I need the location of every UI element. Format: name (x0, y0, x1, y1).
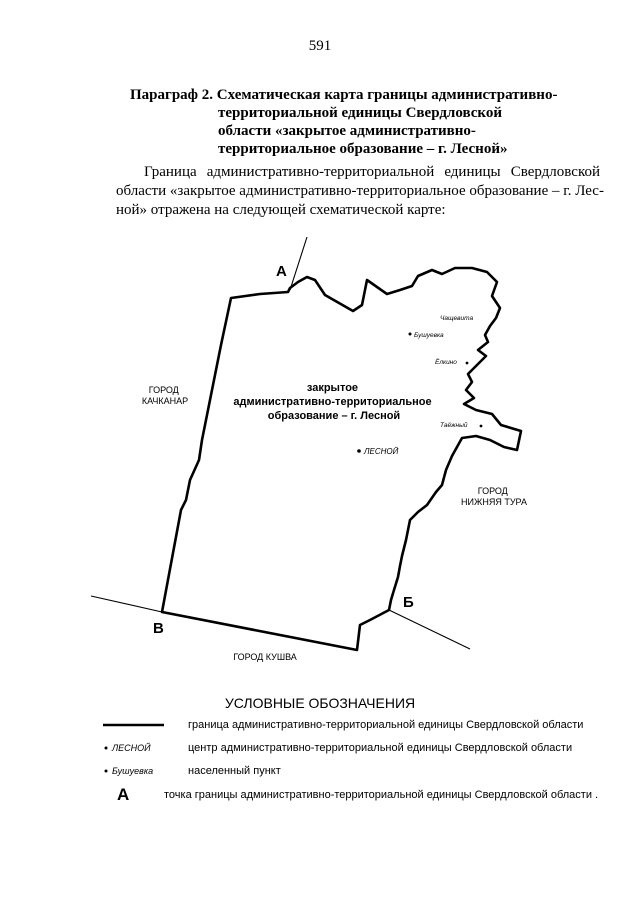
neighbor-kachkanar-line-1: ГОРОД (148, 385, 179, 395)
intro-line-1: Граница административно-территориальной единицы Свердловской (144, 164, 600, 180)
point-label-a: А (276, 263, 287, 280)
settlement-bushuevka: Бушуевка (414, 332, 444, 339)
heading-line-1: Параграф 2. Схематическая карта границы административно- (130, 87, 558, 103)
neighbor-nizhnyaya-tura-line-2: НИЖНЯЯ ТУРА (461, 497, 527, 507)
neighbor-nizhnyaya-tura (461, 486, 527, 507)
legend-center-dot (105, 747, 108, 750)
taezhny-marker (480, 425, 483, 428)
bushuevka-marker (409, 333, 412, 336)
neighbor-nizhnyaya-tura-line-1: ГОРОД (477, 486, 508, 496)
settlement-lesnoy: ЛЕСНОЙ (364, 447, 399, 456)
legend-settlement-dot (105, 770, 108, 773)
settlement-chashchevita: Чащевита (440, 315, 474, 322)
legend-center-text: центр административно-территориальной единицы Свердловской области (188, 742, 573, 754)
territory-label-line-3: образование – г. Лесной (267, 410, 401, 422)
neighbor-kachkanar (142, 385, 188, 406)
lesnoy-center-marker (357, 449, 361, 453)
boundary-extension-b-east (389, 610, 470, 649)
legend-title: УСЛОВНЫЕ ОБОЗНАЧЕНИЯ (224, 695, 416, 711)
point-label-b: Б (403, 594, 414, 611)
legend-center-symbol: ЛЕСНОЙ (112, 743, 151, 753)
neighbor-kachkanar-line-2: КАЧКАНАР (141, 396, 189, 406)
territory-boundary (162, 268, 521, 650)
legend-boundary-text: граница административно-территориальной единицы Свердловской области (188, 719, 584, 731)
territory-label (233, 382, 434, 422)
intro-line-2: области «закрытое административно-территориальное образование – г. Лес- (116, 183, 604, 199)
legend-point-symbol: А (117, 785, 130, 804)
heading-line-4: территориальное образование – г. Лесной» (218, 141, 508, 157)
territory-label-line-2: административно-территориальное (233, 396, 432, 408)
settlement-elkino: Ёлкино (435, 359, 457, 366)
legend-point-text: точка границы административно-территориальной единицы Свердловской области . (164, 789, 599, 801)
heading-line-3: области «закрытое административно- (218, 123, 476, 139)
neighbor-kushva: ГОРОД КУШВА (233, 652, 297, 662)
heading-line-2: территориальной единицы Свердловской (218, 105, 502, 121)
point-label-v: В (153, 620, 164, 637)
intro-line-3: ной» отражена на следующей схематической карте: (116, 202, 446, 218)
page-number: 591 (308, 38, 332, 54)
elkino-marker (466, 362, 469, 365)
legend-settlement-text: населенный пункт (188, 765, 281, 777)
legend-settlement-symbol: Бушуевка (112, 766, 154, 776)
territory-label-line-1: закрытое (306, 382, 359, 394)
settlement-taezhny: Таёжный (440, 422, 468, 429)
boundary-extension-b-west (91, 596, 162, 612)
